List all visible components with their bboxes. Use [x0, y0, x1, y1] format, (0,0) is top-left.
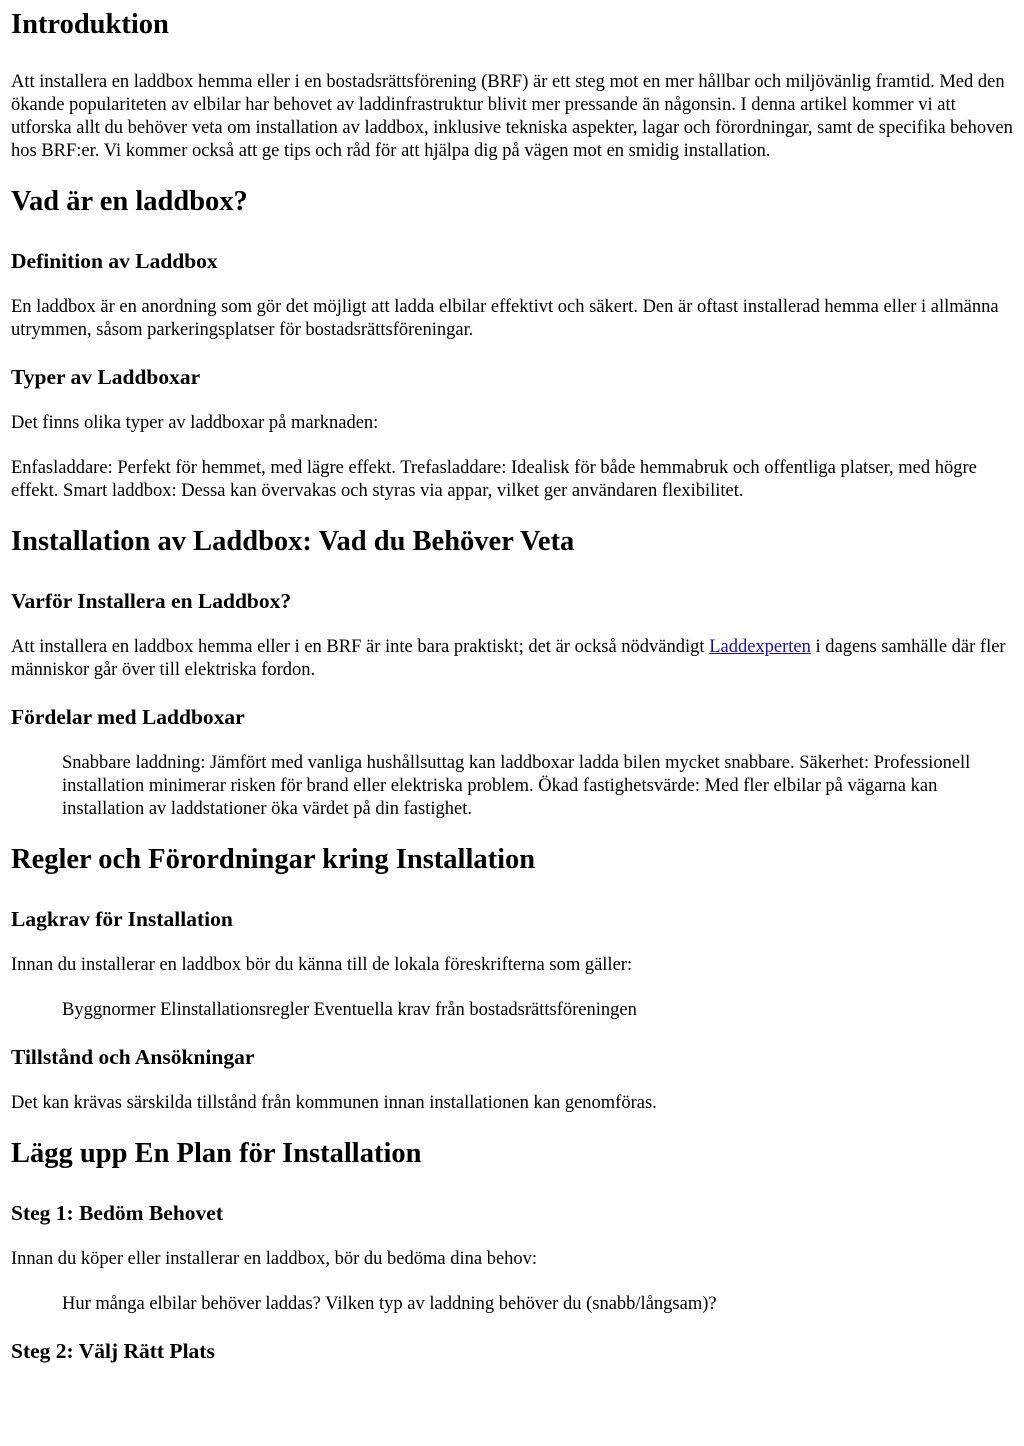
heading-benefits: Fördelar med Laddboxar	[11, 705, 245, 729]
heading-permits: Tillstånd och Ansökningar	[11, 1045, 255, 1069]
permits-paragraph: Det kan krävas särskilda tillstånd från kommunen innan installationen kan genomföras.	[11, 1093, 657, 1113]
types-list-paragraph: Enfasladdare: Perfekt för hemmet, med lägre effekt. Trefasladdare: Idealisk för både hemmabruk och offentliga platser, med högre effekt. Smart laddbox: Dessa kan övervakas och styras via appar, vilket ger användaren flexibilitet.	[11, 458, 977, 501]
intro-paragraph: Att installera en laddbox hemma eller i en bostadsrättsförening (BRF) är ett steg mot en mer hållbar och miljövänlig framtid. Med den ökande populariteten av elbilar har behovet av laddinfrastruktur blivit mer pressande än någonsin. I denna artikel kommer vi att utforska allt du behöver veta om installation av laddbox, inklusive tekniska aspekter, lagar och förordningar, samt de specifika behoven hos BRF:er. Vi kommer också att ge tips och råd för att hjälpa dig på vägen mot en smidig installation.	[11, 72, 1013, 161]
definition-paragraph: En laddbox är en anordning som gör det möjligt att ladda elbilar effektivt och säkert. Den är oftast installerad hemma eller i allmänna utrymmen, såsom parkeringsplatser för bostadsrättsföreningar.	[11, 297, 999, 340]
heading-introduction: Introduktion	[11, 9, 169, 40]
heading-definition: Definition av Laddbox	[11, 249, 218, 273]
heading-step2: Steg 2: Välj Rätt Plats	[11, 1339, 215, 1363]
heading-law: Lagkrav för Installation	[11, 907, 233, 931]
benefits-blockquote: Snabbare laddning: Jämfört med vanliga hushållsuttag kan laddboxar ladda bilen mycket snabbare. Säkerhet: Professionell installation minimerar risken för brand eller elektriska problem. Ökad fastighetsvärde: Med fler elbilar på vägarna kan installation av laddstationer öka värdet på din fastighet.	[62, 753, 971, 819]
laddexperten-link[interactable]: Laddexperten	[709, 637, 811, 657]
heading-what-is-laddbox: Vad är en laddbox?	[11, 186, 248, 217]
step1-paragraph: Innan du köper eller installerar en laddbox, bör du bedöma dina behov:	[11, 1249, 538, 1269]
law-paragraph: Innan du installerar en laddbox bör du känna till de lokala föreskrifterna som gäller:	[11, 955, 633, 975]
why-text-after: i dagens samhälle där fler människor går över till elektriska fordon.	[11, 637, 1006, 680]
types-intro-paragraph: Det finns olika typer av laddboxar på marknaden:	[11, 413, 379, 433]
why-text-before: Att installera en laddbox hemma eller i en BRF är inte bara praktiskt; det är också nödvändigt	[11, 637, 710, 657]
law-list-blockquote: Byggnormer Elinstallationsregler Eventuella krav från bostadsrättsföreningen	[62, 1000, 637, 1020]
step1-list-blockquote: Hur många elbilar behöver laddas? Vilken typ av laddning behöver du (snabb/långsam)?	[62, 1294, 717, 1314]
heading-rules: Regler och Förordningar kring Installation	[11, 844, 536, 875]
heading-plan: Lägg upp En Plan för Installation	[11, 1138, 422, 1169]
heading-types: Typer av Laddboxar	[11, 365, 201, 389]
heading-installation: Installation av Laddbox: Vad du Behöver Veta	[11, 526, 575, 557]
why-install-paragraph	[11, 636, 1013, 682]
heading-step1: Steg 1: Bedöm Behovet	[11, 1201, 223, 1225]
heading-why-install: Varför Installera en Laddbox?	[11, 589, 292, 613]
